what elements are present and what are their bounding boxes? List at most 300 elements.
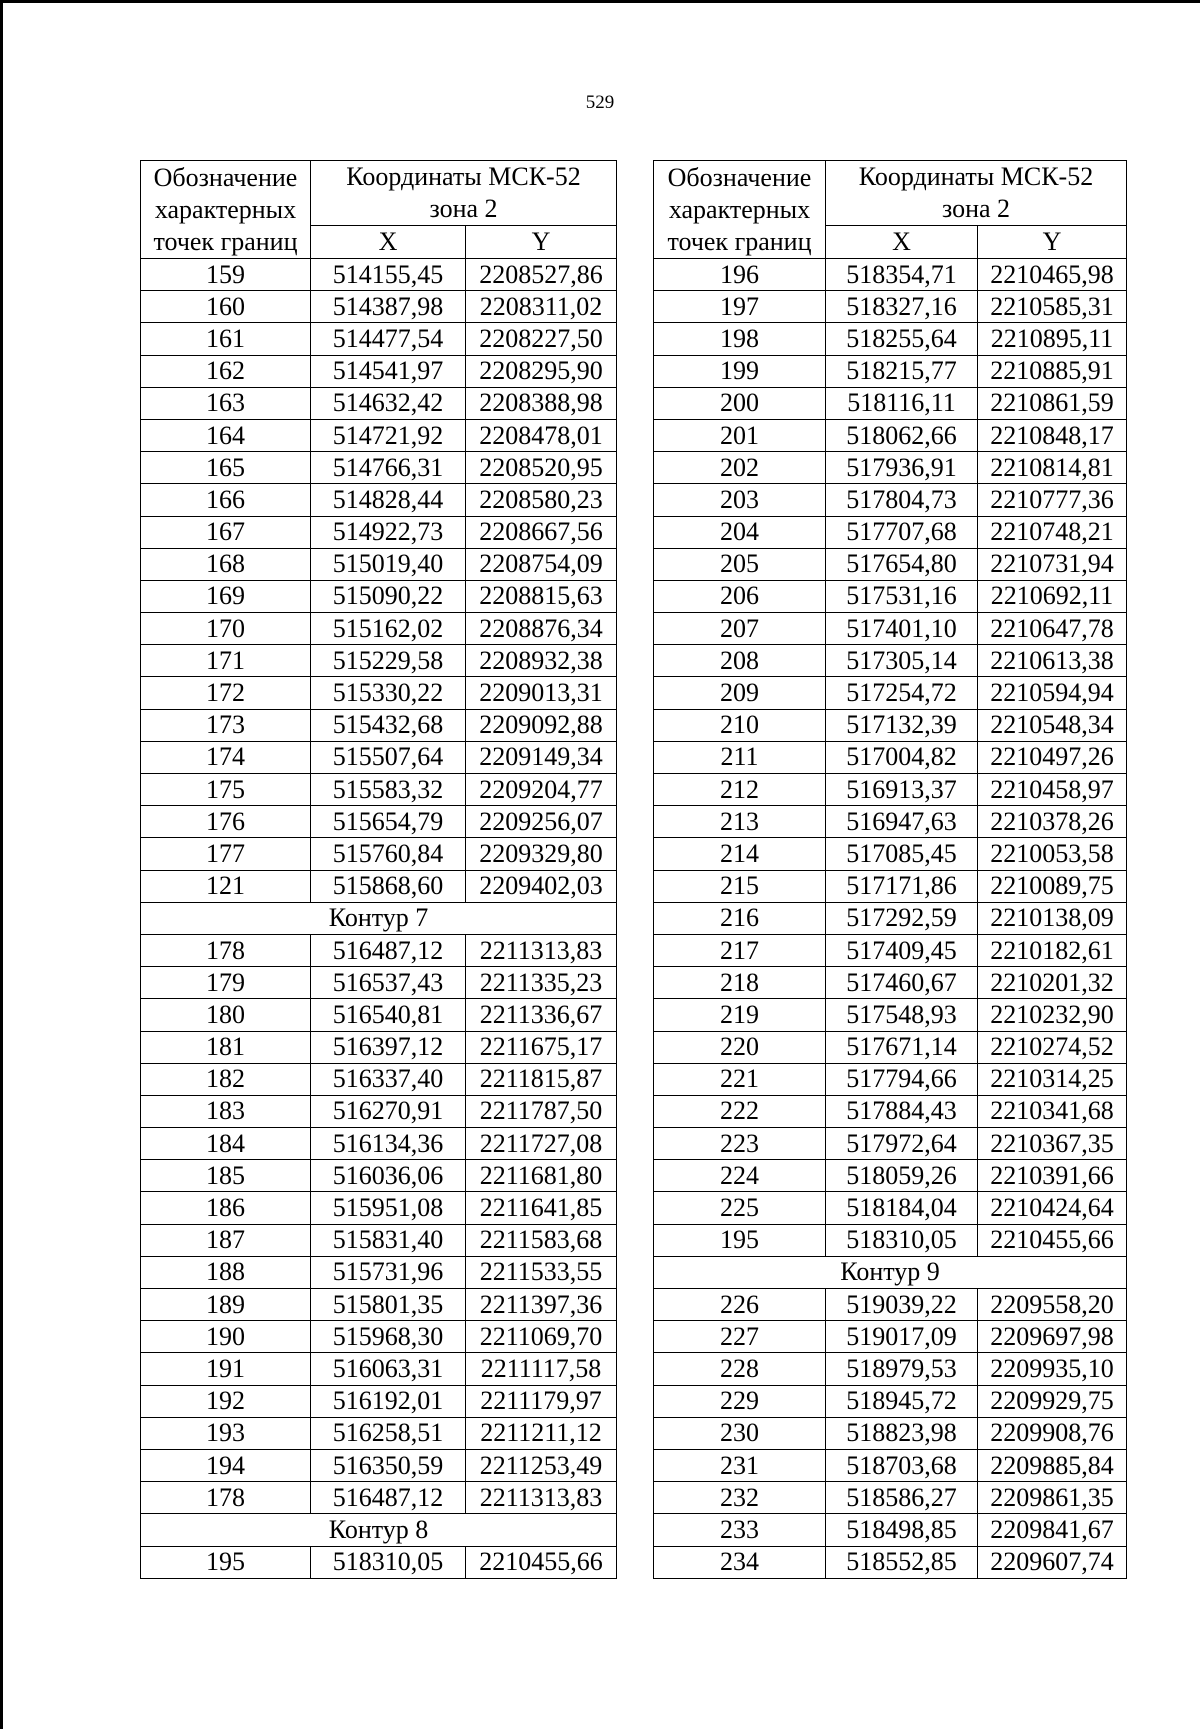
y-coordinate-cell: 2208580,23 bbox=[466, 484, 617, 516]
y-coordinate-cell: 2209149,34 bbox=[466, 741, 617, 773]
table-row bbox=[141, 1128, 617, 1160]
y-coordinate-cell: 2209329,80 bbox=[466, 838, 617, 870]
y-coordinate-cell: 2211727,08 bbox=[466, 1128, 617, 1160]
point-id-cell: 160 bbox=[141, 291, 311, 323]
y-coordinate-cell: 2209908,76 bbox=[978, 1417, 1127, 1449]
y-coordinate-cell: 2208667,56 bbox=[466, 516, 617, 548]
x-coordinate-cell: 518498,85 bbox=[826, 1514, 978, 1546]
point-id-cell: 225 bbox=[654, 1192, 826, 1224]
point-id-cell: 121 bbox=[141, 870, 311, 902]
table-row bbox=[141, 355, 617, 387]
table-row bbox=[141, 1385, 617, 1417]
point-id-cell: 168 bbox=[141, 548, 311, 580]
point-id-cell: 201 bbox=[654, 419, 826, 451]
contour-label: Контур 8 bbox=[141, 1514, 617, 1546]
y-coordinate-cell: 2211313,83 bbox=[466, 934, 617, 966]
table-row bbox=[141, 967, 617, 999]
table-row bbox=[654, 1224, 1127, 1256]
x-coordinate-cell: 515801,35 bbox=[311, 1289, 466, 1321]
y-coordinate-cell: 2208388,98 bbox=[466, 387, 617, 419]
y-coordinate-cell: 2209885,84 bbox=[978, 1449, 1127, 1481]
table-row bbox=[654, 1353, 1127, 1385]
point-id-cell: 193 bbox=[141, 1417, 311, 1449]
point-id-cell: 212 bbox=[654, 774, 826, 806]
x-coordinate-cell: 517460,67 bbox=[826, 967, 978, 999]
y-coordinate-cell: 2209929,75 bbox=[978, 1385, 1127, 1417]
point-id-cell: 224 bbox=[654, 1160, 826, 1192]
table-row bbox=[141, 1289, 617, 1321]
point-id-cell: 161 bbox=[141, 323, 311, 355]
x-coordinate-cell: 518354,71 bbox=[826, 259, 978, 291]
y-coordinate-cell: 2208227,50 bbox=[466, 323, 617, 355]
y-coordinate-cell: 2211336,67 bbox=[466, 999, 617, 1031]
y-coordinate-cell: 2208527,86 bbox=[466, 259, 617, 291]
table-row bbox=[654, 870, 1127, 902]
header-line: точек границ bbox=[667, 226, 812, 256]
table-row bbox=[141, 1417, 617, 1449]
y-coordinate-cell: 2211533,55 bbox=[466, 1256, 617, 1288]
contour-row bbox=[141, 1514, 617, 1546]
point-id-cell: 223 bbox=[654, 1128, 826, 1160]
y-coordinate-cell: 2210378,26 bbox=[978, 806, 1127, 838]
x-coordinate-cell: 515831,40 bbox=[311, 1224, 466, 1256]
coordinates-table-left bbox=[140, 160, 617, 1579]
table-row bbox=[141, 1482, 617, 1514]
y-column-header: Y bbox=[466, 226, 617, 259]
y-coordinate-cell: 2210814,81 bbox=[978, 452, 1127, 484]
point-id-cell: 183 bbox=[141, 1095, 311, 1127]
y-coordinate-cell: 2208311,02 bbox=[466, 291, 617, 323]
x-coordinate-cell: 517671,14 bbox=[826, 1031, 978, 1063]
y-coordinate-cell: 2209558,20 bbox=[978, 1289, 1127, 1321]
y-coordinate-cell: 2210314,25 bbox=[978, 1063, 1127, 1095]
table-row bbox=[141, 1546, 617, 1578]
point-id-cell: 186 bbox=[141, 1192, 311, 1224]
table-row bbox=[654, 613, 1127, 645]
y-coordinate-cell: 2210731,94 bbox=[978, 548, 1127, 580]
point-id-cell: 175 bbox=[141, 774, 311, 806]
y-column-header: Y bbox=[978, 226, 1127, 259]
table-row bbox=[141, 774, 617, 806]
table-row bbox=[654, 709, 1127, 741]
point-id-cell: 215 bbox=[654, 870, 826, 902]
x-coordinate-cell: 516036,06 bbox=[311, 1160, 466, 1192]
point-id-cell: 159 bbox=[141, 259, 311, 291]
y-coordinate-cell: 2210455,66 bbox=[978, 1224, 1127, 1256]
point-id-cell: 165 bbox=[141, 452, 311, 484]
table-row bbox=[141, 1353, 617, 1385]
x-coordinate-cell: 518116,11 bbox=[826, 387, 978, 419]
table-row bbox=[654, 580, 1127, 612]
x-coordinate-cell: 517171,86 bbox=[826, 870, 978, 902]
y-coordinate-cell: 2210455,66 bbox=[466, 1546, 617, 1578]
y-coordinate-cell: 2211335,23 bbox=[466, 967, 617, 999]
table-row bbox=[141, 1224, 617, 1256]
x-coordinate-cell: 516947,63 bbox=[826, 806, 978, 838]
table-row bbox=[141, 419, 617, 451]
x-coordinate-cell: 517292,59 bbox=[826, 902, 978, 934]
table-row bbox=[654, 774, 1127, 806]
table-row bbox=[141, 1256, 617, 1288]
x-coordinate-cell: 517132,39 bbox=[826, 709, 978, 741]
point-id-cell: 196 bbox=[654, 259, 826, 291]
y-coordinate-cell: 2210692,11 bbox=[978, 580, 1127, 612]
header-line: Обозначение bbox=[667, 162, 812, 192]
point-id-cell: 214 bbox=[654, 838, 826, 870]
table-row bbox=[141, 741, 617, 773]
point-id-cell: 195 bbox=[654, 1224, 826, 1256]
y-coordinate-cell: 2209861,35 bbox=[978, 1482, 1127, 1514]
point-id-cell: 213 bbox=[654, 806, 826, 838]
table-row bbox=[141, 677, 617, 709]
y-coordinate-cell: 2208520,95 bbox=[466, 452, 617, 484]
y-coordinate-cell: 2210613,38 bbox=[978, 645, 1127, 677]
x-coordinate-cell: 518215,77 bbox=[826, 355, 978, 387]
header-line: зона 2 bbox=[429, 194, 498, 223]
table-row bbox=[654, 902, 1127, 934]
point-id-cell: 187 bbox=[141, 1224, 311, 1256]
point-id-cell: 172 bbox=[141, 677, 311, 709]
x-coordinate-cell: 516397,12 bbox=[311, 1031, 466, 1063]
y-coordinate-cell: 2208932,38 bbox=[466, 645, 617, 677]
x-coordinate-cell: 518552,85 bbox=[826, 1546, 978, 1578]
point-id-cell: 199 bbox=[654, 355, 826, 387]
y-coordinate-cell: 2210748,21 bbox=[978, 516, 1127, 548]
table-row bbox=[654, 677, 1127, 709]
x-coordinate-cell: 514541,97 bbox=[311, 355, 466, 387]
page-number: 529 bbox=[585, 92, 615, 113]
point-id-cell: 204 bbox=[654, 516, 826, 548]
header-line: Обозначение bbox=[153, 162, 298, 192]
point-id-cell: 197 bbox=[654, 291, 826, 323]
x-coordinate-cell: 514477,54 bbox=[311, 323, 466, 355]
y-coordinate-cell: 2209935,10 bbox=[978, 1353, 1127, 1385]
x-coordinate-cell: 514155,45 bbox=[311, 259, 466, 291]
x-coordinate-cell: 517707,68 bbox=[826, 516, 978, 548]
y-coordinate-cell: 2208815,63 bbox=[466, 580, 617, 612]
table-row bbox=[141, 291, 617, 323]
table-row bbox=[654, 645, 1127, 677]
point-id-cell: 178 bbox=[141, 934, 311, 966]
point-id-cell: 179 bbox=[141, 967, 311, 999]
point-id-cell: 176 bbox=[141, 806, 311, 838]
table-row bbox=[141, 1321, 617, 1353]
header-line: характерных bbox=[668, 194, 811, 224]
x-coordinate-cell: 518255,64 bbox=[826, 323, 978, 355]
point-designation-header bbox=[141, 161, 311, 259]
x-coordinate-cell: 518823,98 bbox=[826, 1417, 978, 1449]
point-id-cell: 171 bbox=[141, 645, 311, 677]
x-coordinate-cell: 514922,73 bbox=[311, 516, 466, 548]
point-id-cell: 203 bbox=[654, 484, 826, 516]
x-coordinate-cell: 515229,58 bbox=[311, 645, 466, 677]
y-coordinate-cell: 2209013,31 bbox=[466, 677, 617, 709]
point-id-cell: 189 bbox=[141, 1289, 311, 1321]
table-row bbox=[654, 838, 1127, 870]
header-line: Координаты МСК-52 bbox=[346, 162, 581, 191]
table-row bbox=[141, 484, 617, 516]
point-id-cell: 231 bbox=[654, 1449, 826, 1481]
table-row bbox=[654, 1321, 1127, 1353]
x-coordinate-cell: 515760,84 bbox=[311, 838, 466, 870]
y-coordinate-cell: 2210341,68 bbox=[978, 1095, 1127, 1127]
table-row bbox=[654, 484, 1127, 516]
table-row bbox=[654, 806, 1127, 838]
y-coordinate-cell: 2209204,77 bbox=[466, 774, 617, 806]
x-coordinate-cell: 516487,12 bbox=[311, 1482, 466, 1514]
y-coordinate-cell: 2210201,32 bbox=[978, 967, 1127, 999]
y-coordinate-cell: 2210182,61 bbox=[978, 934, 1127, 966]
y-coordinate-cell: 2210089,75 bbox=[978, 870, 1127, 902]
y-coordinate-cell: 2210053,58 bbox=[978, 838, 1127, 870]
y-coordinate-cell: 2210885,91 bbox=[978, 355, 1127, 387]
y-coordinate-cell: 2210585,31 bbox=[978, 291, 1127, 323]
table-row bbox=[654, 516, 1127, 548]
y-coordinate-cell: 2211313,83 bbox=[466, 1482, 617, 1514]
point-id-cell: 226 bbox=[654, 1289, 826, 1321]
y-coordinate-cell: 2208754,09 bbox=[466, 548, 617, 580]
point-id-cell: 208 bbox=[654, 645, 826, 677]
coordinates-header bbox=[826, 161, 1127, 226]
table-row bbox=[141, 806, 617, 838]
x-coordinate-cell: 518703,68 bbox=[826, 1449, 978, 1481]
table-row bbox=[141, 870, 617, 902]
y-coordinate-cell: 2211675,17 bbox=[466, 1031, 617, 1063]
x-coordinate-cell: 516487,12 bbox=[311, 934, 466, 966]
x-coordinate-cell: 516134,36 bbox=[311, 1128, 466, 1160]
x-coordinate-cell: 516537,43 bbox=[311, 967, 466, 999]
point-id-cell: 190 bbox=[141, 1321, 311, 1353]
table-row bbox=[141, 999, 617, 1031]
table-row bbox=[141, 1095, 617, 1127]
table-row bbox=[141, 709, 617, 741]
x-coordinate-cell: 514387,98 bbox=[311, 291, 466, 323]
x-coordinate-cell: 517409,45 bbox=[826, 934, 978, 966]
x-coordinate-cell: 515868,60 bbox=[311, 870, 466, 902]
x-coordinate-cell: 518310,05 bbox=[311, 1546, 466, 1578]
table-row bbox=[654, 323, 1127, 355]
y-coordinate-cell: 2210274,52 bbox=[978, 1031, 1127, 1063]
point-id-cell: 233 bbox=[654, 1514, 826, 1546]
y-coordinate-cell: 2210367,35 bbox=[978, 1128, 1127, 1160]
y-coordinate-cell: 2209092,88 bbox=[466, 709, 617, 741]
table-row bbox=[141, 387, 617, 419]
point-id-cell: 188 bbox=[141, 1256, 311, 1288]
x-coordinate-cell: 516063,31 bbox=[311, 1353, 466, 1385]
x-coordinate-cell: 515432,68 bbox=[311, 709, 466, 741]
y-coordinate-cell: 2210594,94 bbox=[978, 677, 1127, 709]
point-id-cell: 174 bbox=[141, 741, 311, 773]
point-id-cell: 164 bbox=[141, 419, 311, 451]
point-id-cell: 228 bbox=[654, 1353, 826, 1385]
table-row bbox=[654, 387, 1127, 419]
table-row bbox=[654, 967, 1127, 999]
point-id-cell: 205 bbox=[654, 548, 826, 580]
x-coordinate-cell: 516540,81 bbox=[311, 999, 466, 1031]
y-coordinate-cell: 2208876,34 bbox=[466, 613, 617, 645]
contour-row bbox=[654, 1256, 1127, 1288]
point-id-cell: 166 bbox=[141, 484, 311, 516]
table-row bbox=[141, 452, 617, 484]
point-id-cell: 227 bbox=[654, 1321, 826, 1353]
y-coordinate-cell: 2210391,66 bbox=[978, 1160, 1127, 1192]
point-id-cell: 234 bbox=[654, 1546, 826, 1578]
y-coordinate-cell: 2211069,70 bbox=[466, 1321, 617, 1353]
y-coordinate-cell: 2210465,98 bbox=[978, 259, 1127, 291]
x-coordinate-cell: 515019,40 bbox=[311, 548, 466, 580]
table-row bbox=[654, 999, 1127, 1031]
y-coordinate-cell: 2211641,85 bbox=[466, 1192, 617, 1224]
y-coordinate-cell: 2211815,87 bbox=[466, 1063, 617, 1095]
y-coordinate-cell: 2209256,07 bbox=[466, 806, 617, 838]
x-coordinate-cell: 519039,22 bbox=[826, 1289, 978, 1321]
table-row bbox=[654, 1160, 1127, 1192]
x-coordinate-cell: 515330,22 bbox=[311, 677, 466, 709]
table-row bbox=[141, 323, 617, 355]
x-coordinate-cell: 515654,79 bbox=[311, 806, 466, 838]
point-id-cell: 219 bbox=[654, 999, 826, 1031]
x-coordinate-cell: 515507,64 bbox=[311, 741, 466, 773]
table-row bbox=[141, 1063, 617, 1095]
point-id-cell: 162 bbox=[141, 355, 311, 387]
y-coordinate-cell: 2208295,90 bbox=[466, 355, 617, 387]
x-coordinate-cell: 517531,16 bbox=[826, 580, 978, 612]
table-row bbox=[654, 419, 1127, 451]
x-coordinate-cell: 517085,45 bbox=[826, 838, 978, 870]
point-id-cell: 163 bbox=[141, 387, 311, 419]
point-id-cell: 211 bbox=[654, 741, 826, 773]
y-coordinate-cell: 2210848,17 bbox=[978, 419, 1127, 451]
contour-row bbox=[141, 902, 617, 934]
x-coordinate-cell: 518062,66 bbox=[826, 419, 978, 451]
table-row bbox=[654, 1385, 1127, 1417]
point-id-cell: 221 bbox=[654, 1063, 826, 1095]
y-coordinate-cell: 2211117,58 bbox=[466, 1353, 617, 1385]
point-id-cell: 177 bbox=[141, 838, 311, 870]
point-id-cell: 216 bbox=[654, 902, 826, 934]
y-coordinate-cell: 2209841,67 bbox=[978, 1514, 1127, 1546]
x-coordinate-cell: 514721,92 bbox=[311, 419, 466, 451]
table-row bbox=[654, 934, 1127, 966]
table-row bbox=[141, 259, 617, 291]
x-coordinate-cell: 517972,64 bbox=[826, 1128, 978, 1160]
y-coordinate-cell: 2210777,36 bbox=[978, 484, 1127, 516]
y-coordinate-cell: 2210895,11 bbox=[978, 323, 1127, 355]
x-coordinate-cell: 515583,32 bbox=[311, 774, 466, 806]
x-coordinate-cell: 516350,59 bbox=[311, 1449, 466, 1481]
point-id-cell: 170 bbox=[141, 613, 311, 645]
point-id-cell: 202 bbox=[654, 452, 826, 484]
x-coordinate-cell: 517401,10 bbox=[826, 613, 978, 645]
table-row bbox=[141, 1160, 617, 1192]
y-coordinate-cell: 2210424,64 bbox=[978, 1192, 1127, 1224]
y-coordinate-cell: 2211583,68 bbox=[466, 1224, 617, 1256]
point-id-cell: 218 bbox=[654, 967, 826, 999]
point-id-cell: 229 bbox=[654, 1385, 826, 1417]
x-coordinate-cell: 517936,91 bbox=[826, 452, 978, 484]
table-row bbox=[141, 1192, 617, 1224]
point-id-cell: 194 bbox=[141, 1449, 311, 1481]
x-coordinate-cell: 517884,43 bbox=[826, 1095, 978, 1127]
x-coordinate-cell: 518586,27 bbox=[826, 1482, 978, 1514]
table-row bbox=[654, 1289, 1127, 1321]
y-coordinate-cell: 2209697,98 bbox=[978, 1321, 1127, 1353]
header-line: зона 2 bbox=[941, 194, 1011, 223]
y-coordinate-cell: 2211211,12 bbox=[466, 1417, 617, 1449]
point-id-cell: 181 bbox=[141, 1031, 311, 1063]
point-id-cell: 217 bbox=[654, 934, 826, 966]
point-id-cell: 182 bbox=[141, 1063, 311, 1095]
y-coordinate-cell: 2209402,03 bbox=[466, 870, 617, 902]
table-row bbox=[141, 1031, 617, 1063]
point-id-cell: 191 bbox=[141, 1353, 311, 1385]
x-coordinate-cell: 514828,44 bbox=[311, 484, 466, 516]
x-coordinate-cell: 518310,05 bbox=[826, 1224, 978, 1256]
table-row bbox=[654, 1063, 1127, 1095]
point-id-cell: 167 bbox=[141, 516, 311, 548]
table-row bbox=[654, 291, 1127, 323]
point-id-cell: 178 bbox=[141, 1482, 311, 1514]
x-coordinate-cell: 516258,51 bbox=[311, 1417, 466, 1449]
table-row bbox=[141, 548, 617, 580]
table-row bbox=[654, 741, 1127, 773]
point-id-cell: 169 bbox=[141, 580, 311, 612]
table-row bbox=[654, 1514, 1127, 1546]
x-coordinate-cell: 518327,16 bbox=[826, 291, 978, 323]
y-coordinate-cell: 2210458,97 bbox=[978, 774, 1127, 806]
point-id-cell: 206 bbox=[654, 580, 826, 612]
point-id-cell: 180 bbox=[141, 999, 311, 1031]
x-coordinate-cell: 517654,80 bbox=[826, 548, 978, 580]
table-row bbox=[141, 516, 617, 548]
x-coordinate-cell: 516913,37 bbox=[826, 774, 978, 806]
x-column-header: X bbox=[311, 226, 466, 259]
point-id-cell: 192 bbox=[141, 1385, 311, 1417]
table-row bbox=[141, 613, 617, 645]
x-coordinate-cell: 515090,22 bbox=[311, 580, 466, 612]
x-coordinate-cell: 517305,14 bbox=[826, 645, 978, 677]
y-coordinate-cell: 2211397,36 bbox=[466, 1289, 617, 1321]
table-row bbox=[654, 1449, 1127, 1481]
table-row bbox=[654, 548, 1127, 580]
table-row bbox=[654, 355, 1127, 387]
table-row bbox=[141, 838, 617, 870]
x-column-header: X bbox=[826, 226, 978, 259]
table-row bbox=[141, 934, 617, 966]
y-coordinate-cell: 2211681,80 bbox=[466, 1160, 617, 1192]
point-id-cell: 173 bbox=[141, 709, 311, 741]
table-row bbox=[654, 1482, 1127, 1514]
point-id-cell: 200 bbox=[654, 387, 826, 419]
x-coordinate-cell: 518945,72 bbox=[826, 1385, 978, 1417]
x-coordinate-cell: 515731,96 bbox=[311, 1256, 466, 1288]
point-id-cell: 222 bbox=[654, 1095, 826, 1127]
table-row bbox=[141, 580, 617, 612]
header-line: характерных bbox=[154, 194, 297, 224]
x-coordinate-cell: 515162,02 bbox=[311, 613, 466, 645]
y-coordinate-cell: 2208478,01 bbox=[466, 419, 617, 451]
coordinates-header bbox=[311, 161, 617, 226]
x-coordinate-cell: 517254,72 bbox=[826, 677, 978, 709]
x-coordinate-cell: 516192,01 bbox=[311, 1385, 466, 1417]
header-line: Координаты МСК-52 bbox=[858, 162, 1094, 191]
y-coordinate-cell: 2211253,49 bbox=[466, 1449, 617, 1481]
y-coordinate-cell: 2210861,59 bbox=[978, 387, 1127, 419]
x-coordinate-cell: 517548,93 bbox=[826, 999, 978, 1031]
table-row bbox=[654, 1192, 1127, 1224]
point-id-cell: 220 bbox=[654, 1031, 826, 1063]
table-row bbox=[141, 645, 617, 677]
